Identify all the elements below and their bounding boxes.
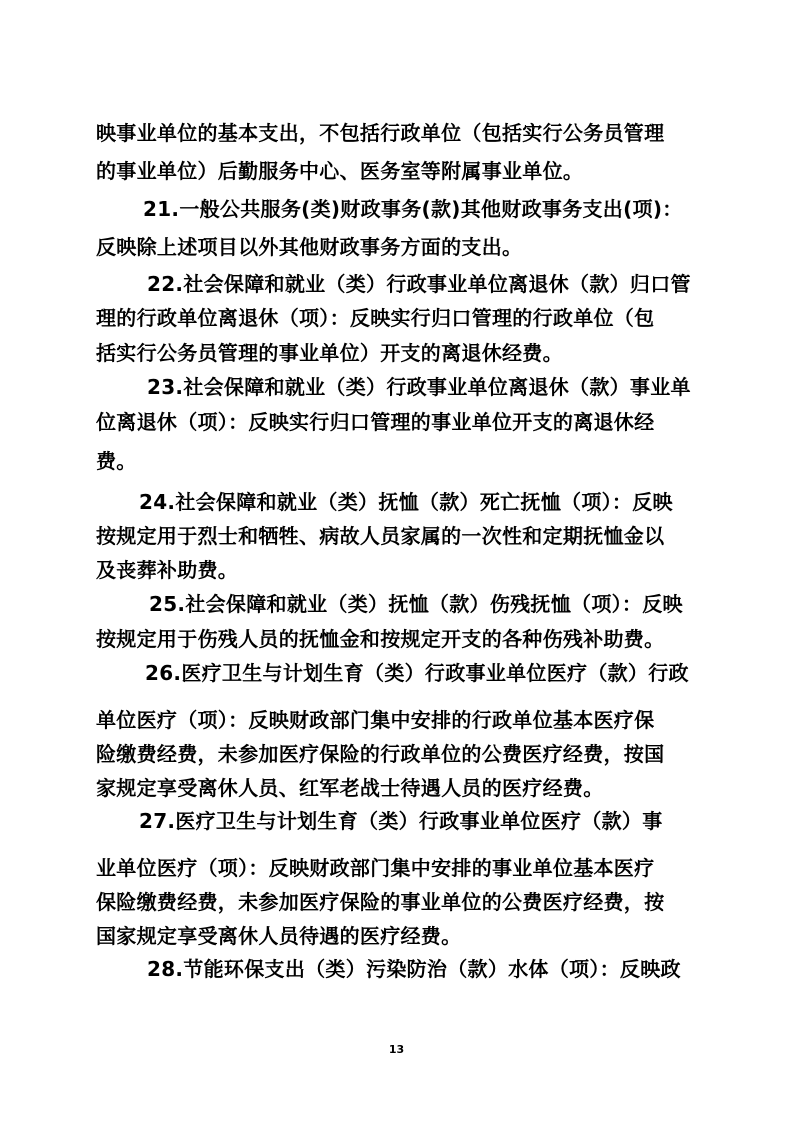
- text-line: 业单位医疗（项）：反映财政部门集中安排的事业单位基本医疗: [96, 856, 655, 880]
- text-line: 保险缴费经费，未参加医疗保险的事业单位的公费医疗经费，按: [96, 890, 665, 914]
- text-line: 括实行公务员管理的事业单位）开支的离退休经费。: [96, 341, 563, 365]
- text-line: 及丧葬补助费。: [96, 558, 239, 582]
- text-line: 25.社会保障和就业（类）抚恤（款）伤残抚恤（项）：反映: [149, 592, 683, 616]
- text-line: 国家规定享受离休人员待遇的医疗经费。: [96, 924, 462, 948]
- text-line: 家规定享受离休人员、红军老战士待遇人员的医疗经费。: [96, 776, 604, 800]
- text-line: 单位医疗（项）：反映财政部门集中安排的行政单位基本医疗保: [96, 708, 655, 732]
- text-line: 24.社会保障和就业（类）抚恤（款）死亡抚恤（项）：反映: [139, 490, 673, 514]
- page-number: 13: [388, 1043, 405, 1056]
- text-line: 21.一般公共服务(类)财政事务(款)其他财政事务支出(项)：: [143, 197, 683, 221]
- text-line: 的事业单位）后勤服务中心、医务室等附属事业单位。: [96, 159, 584, 183]
- text-line: 费。: [96, 449, 137, 473]
- text-line: 28.节能环保支出（类）污染防治（款）水体（项）：反映政: [147, 957, 681, 981]
- text-line: 23.社会保障和就业（类）行政事业单位离退休（款）事业单: [147, 375, 691, 399]
- text-line: 26.医疗卫生与计划生育（类）行政事业单位医疗（款）行政: [145, 661, 689, 685]
- text-line: 按规定用于伤残人员的抚恤金和按规定开支的各种伤残补助费。: [96, 627, 665, 651]
- text-line: 理的行政单位离退休（项）：反映实行归口管理的行政单位（包: [96, 306, 655, 330]
- text-line: 按规定用于烈士和牺牲、病故人员家属的一次性和定期抚恤金以: [96, 524, 665, 548]
- text-line: 22.社会保障和就业（类）行政事业单位离退休（款）归口管: [147, 272, 691, 296]
- text-line: 映事业单位的基本支出，不包括行政单位（包括实行公务员管理: [96, 121, 665, 145]
- text-line: 险缴费经费，未参加医疗保险的行政单位的公费医疗经费，按国: [96, 742, 665, 766]
- text-line: 27.医疗卫生与计划生育（类）行政事业单位医疗（款）事: [139, 809, 663, 833]
- text-line: 反映除上述项目以外其他财政事务方面的支出。: [96, 235, 523, 259]
- text-line: 位离退休（项）：反映实行归口管理的事业单位开支的离退休经: [96, 410, 655, 434]
